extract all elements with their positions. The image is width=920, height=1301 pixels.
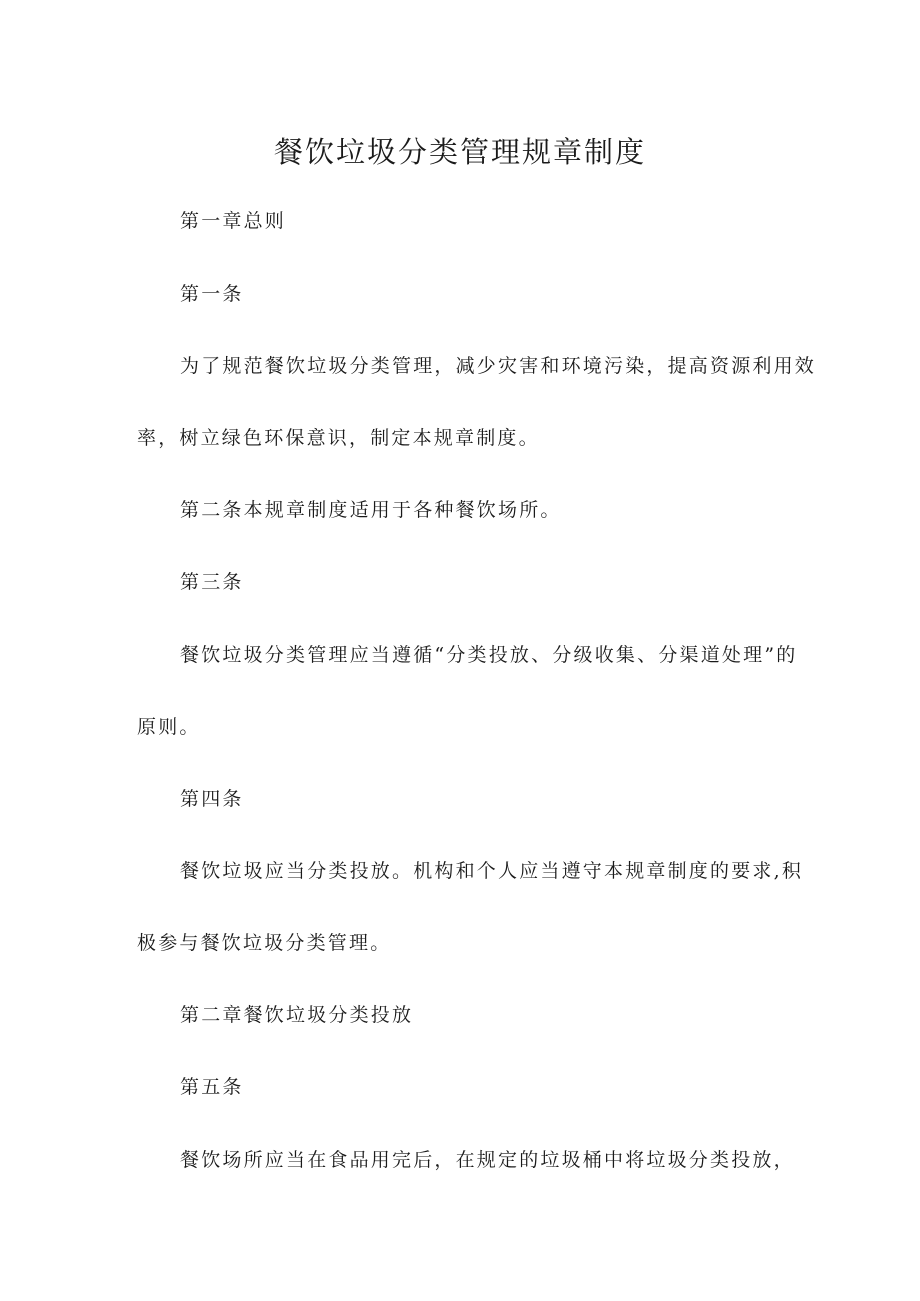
article-heading: 第四条 [180,788,244,810]
paragraph-line: 餐饮场所应当在食品用完后，在规定的垃圾桶中将垃圾分类投放， [180,1149,795,1171]
paragraph-line: 率，树立绿色环保意识，制定本规章制度。 [137,427,540,449]
document-title: 餐饮垃圾分类管理规章制度 [273,135,646,169]
paragraph-line: 餐饮垃圾应当分类投放。机构和个人应当遵守本规章制度的要求,积 [180,860,804,882]
paragraph-line: 为了规范餐饮垃圾分类管理，减少灾害和环境污染，提高资源利用效 [180,355,817,377]
paragraph-line: 餐饮垃圾分类管理应当遵循“分类投放、分级收集、分渠道处理”的 [180,644,798,666]
chapter-heading: 第一章总则 [180,210,287,232]
article-heading: 第一条 [180,283,244,305]
paragraph-line: 极参与餐饮垃圾分类管理。 [137,932,392,954]
article-heading: 第三条 [180,571,244,593]
paragraph-line: 原则。 [137,716,201,738]
article-heading: 第五条 [180,1076,244,1098]
chapter-heading: 第二章餐饮垃圾分类投放 [180,1004,414,1026]
paragraph-line: 第二条本规章制度适用于各种餐饮场所。 [180,499,562,521]
